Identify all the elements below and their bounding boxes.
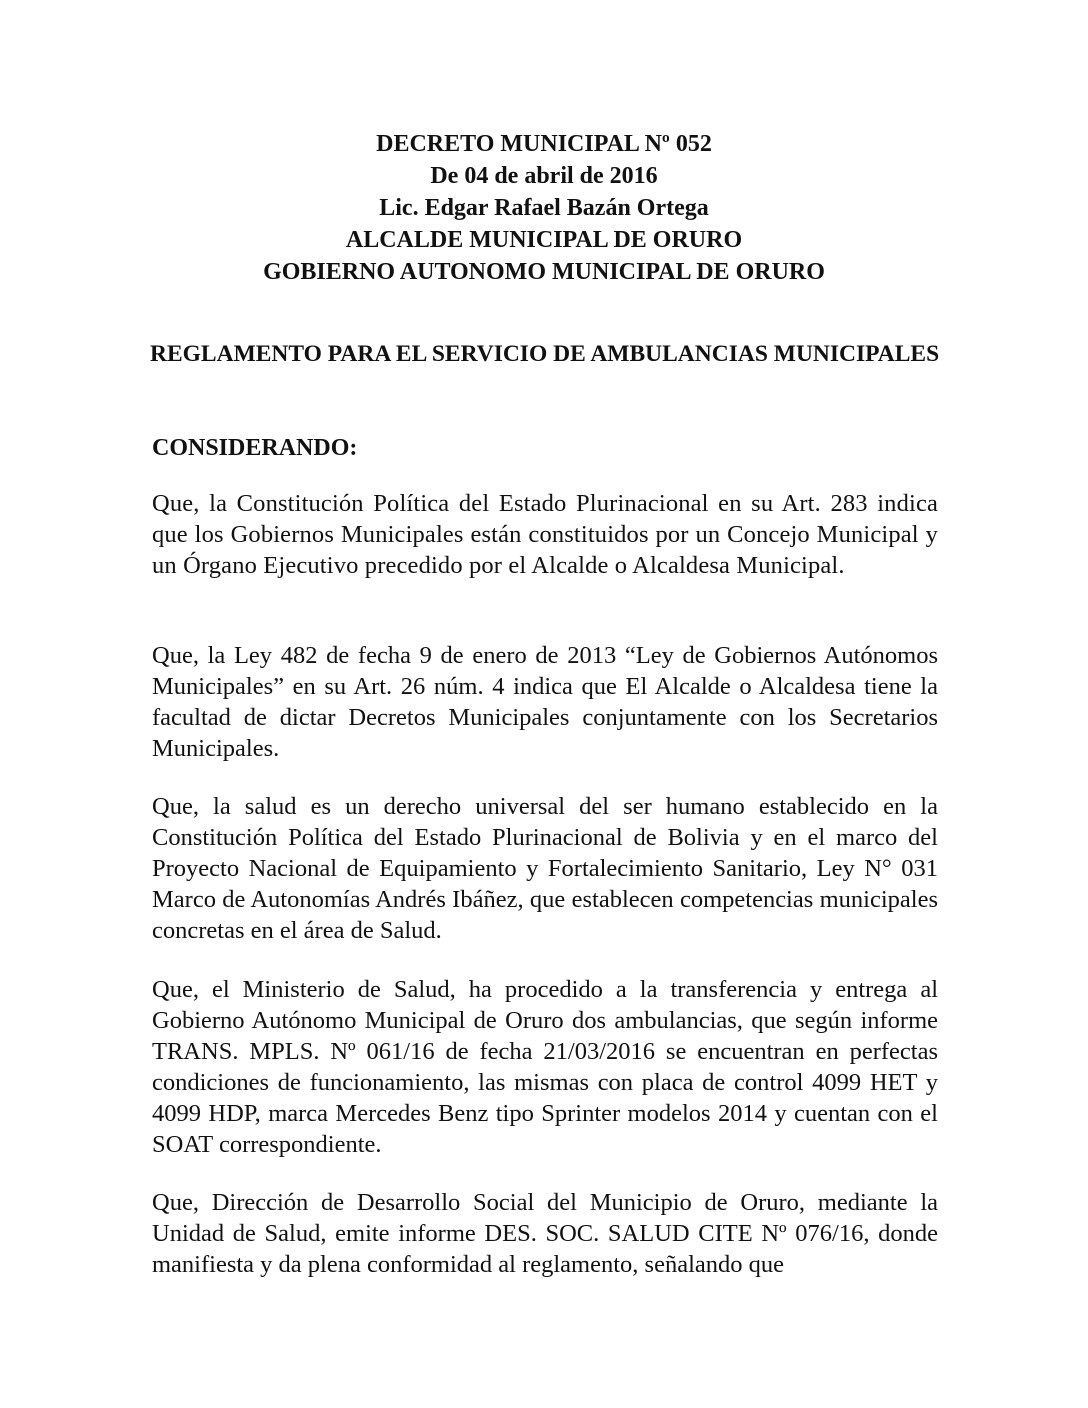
paragraph-4: Que, el Ministerio de Salud, ha procedido a la transferencia y entrega al Gobierno Autónomo Municipal de Oruro dos ambulancias, que según informe TRANS. MPLS. Nº 061/16 de fecha 21/03/2016 se encuentran en perfectas condiciones de funcionamiento, las mismas con placa de control 4099 HET y 4099 HDP, marca Mercedes Benz tipo Sprinter modelos 2014 y cuentan con el SOAT correspondiente. <box>152 976 938 1158</box>
decree-header <box>150 128 938 288</box>
paragraph-5: Que, Dirección de Desarrollo Social del Municipio de Oruro, mediante la Unidad de Salud, emite informe DES. SOC. SALUD CITE Nº 076/16, donde manifiesta y da plena conformidad al reglamento, señalando que <box>152 1189 938 1278</box>
government-name: GOBIERNO AUTONOMO MUNICIPAL DE ORURO <box>263 259 825 285</box>
paragraph-2: Que, la Ley 482 de fecha 9 de enero de 2013 “Ley de Gobiernos Autónomos Municipales” en su Art. 26 núm. 4 indica que El Alcalde o Alcaldesa tiene la facultad de dictar Decretos Municipales conjuntamente con los Secretarios Municipales. <box>152 642 938 762</box>
decree-date: De 04 de abril de 2016 <box>430 163 658 189</box>
regulation-title: REGLAMENTO PARA EL SERVICIO DE AMBULANCIAS MUNICIPALES <box>150 341 940 367</box>
decree-number: DECRETO MUNICIPAL Nº 052 <box>376 131 712 157</box>
mayor-name: Lic. Edgar Rafael Bazán Ortega <box>379 195 709 221</box>
paragraph-3: Que, la salud es un derecho universal del ser humano establecido en la Constitución Política del Estado Plurinacional de Bolivia y en el marco del Proyecto Nacional de Equipamiento y Fortalecimiento Sanitario, Ley N° 031 Marco de Autonomías Andrés Ibáñez, que establecen competencias municipales concretas en el área de Salud. <box>152 793 938 944</box>
paragraph-1: Que, la Constitución Política del Estado Plurinacional en su Art. 283 indica que los Gobiernos Municipales están constituidos por un Concejo Municipal y un Órgano Ejecutivo precedido por el Alcalde o Alcaldesa Municipal. <box>152 490 938 579</box>
considerando-heading: CONSIDERANDO: <box>152 435 358 461</box>
mayor-title: ALCALDE MUNICIPAL DE ORURO <box>345 227 743 253</box>
